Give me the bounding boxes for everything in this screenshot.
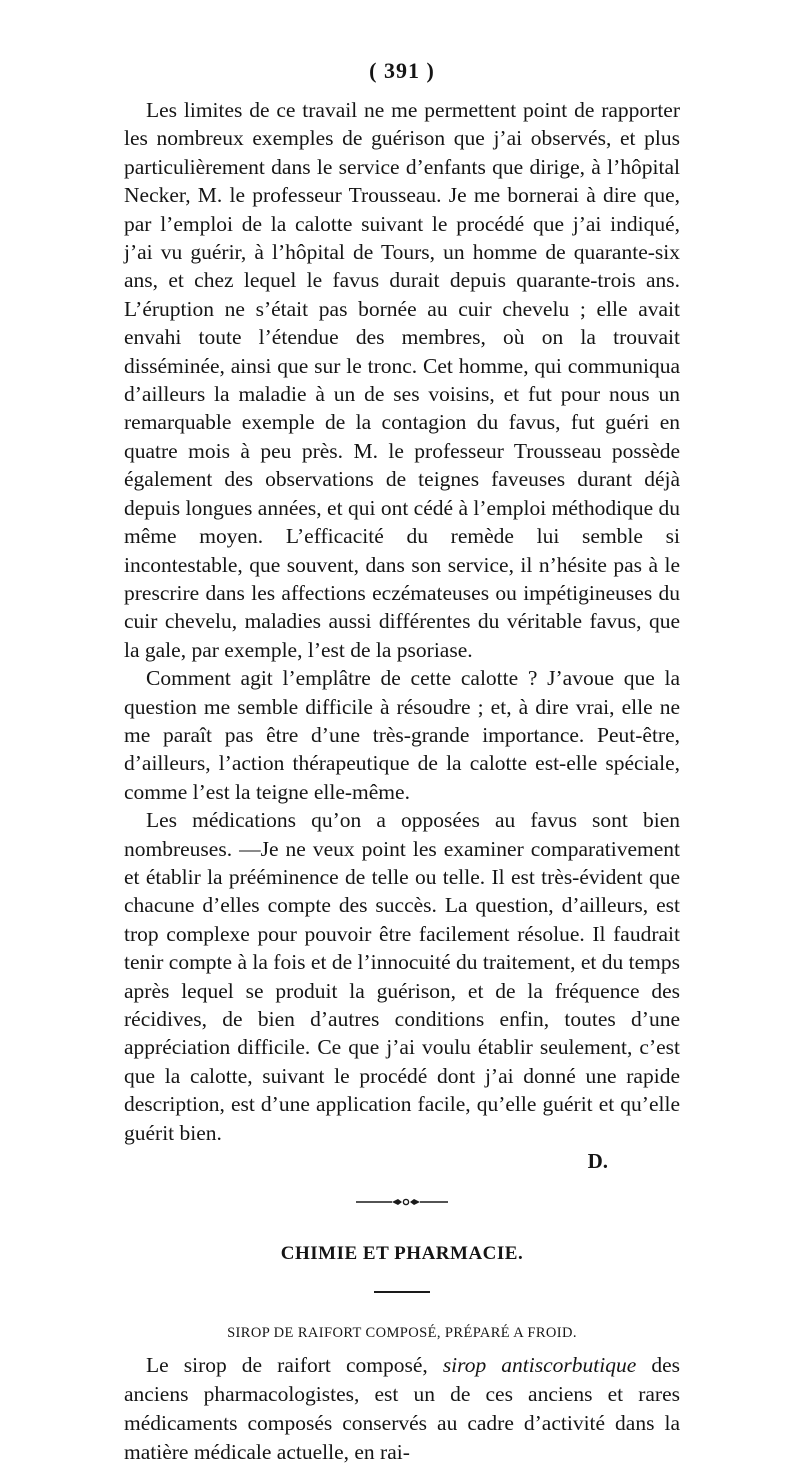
book-page bbox=[124, 56, 680, 1467]
ornament-divider-icon bbox=[352, 1197, 452, 1207]
page-number: ( 391 ) bbox=[369, 58, 435, 83]
section-title: CHIMIE ET PHARMACIE. bbox=[280, 1243, 524, 1265]
intro-italic-term: sirop antiscorbutique bbox=[442, 1353, 637, 1378]
paragraph-calotte-action: Comment agit l’emplâtre de cette calotte ? J’avoue que la question me semble difficile à résoudre ; et, à dire vrai, elle ne me paraît pas être d’une très-grande importance. Peut-être, d’ailleurs, l’action thérapeutique de la calotte est-elle spéciale, comme l’est la teigne elle-même. bbox=[124, 666, 680, 804]
section-rule bbox=[374, 1291, 430, 1293]
paragraph-sirop-intro bbox=[124, 1351, 680, 1467]
intro-text-end: des anciens pharmacologistes, est un de ces anciens et rares médicaments composés conservés au cadre d’activité dans la matière médicale actuelle, en rai- bbox=[124, 1353, 680, 1465]
paragraph-medications: Les médications qu’on a opposées au favus sont bien nombreuses. —Je ne veux point les examiner comparativement et établir la prééminence de telle ou telle. Il est très-évident que chacune d’elles compte des succès. La question, d’ailleurs, est trop complexe pour pouvoir être facilement résolue. Il faudrait tenir compte à la fois et de l’innocuité du traitement, et du temps après lequel se produit la guérison, et de la fréquence des récidives, de bien d’autres conditions enfin, toutes d’une appréciation difficile. Ce que j’ai voulu établir seulement, c’est que la calotte, suivant le procédé dont j’ai donné une rapide description, est d’une application facile, qu’elle guérit et qu’elle guérit bien. bbox=[124, 808, 680, 1145]
intro-text-start: Le sirop de raifort composé, bbox=[146, 1353, 443, 1378]
paragraph-favus-cases: Les limites de ce travail ne me permettent point de rapporter les nombreux exemples de guérison que j’ai observés, et plus particulièrement dans le service d’enfants que dirige, à l’hôpital Necker, M. le professeur Trousseau. Je me bornerai à dire que, par l’emploi de la calotte suivant le procédé que j’ai indiqué, j’ai vu guérir, à l’hôpital de Tours, un homme de quarante-six ans, et chez lequel le favus durait depuis quarante-trois ans. L’éruption ne s’était pas bornée au cuir chevelu ; elle avait envahi toute l’étendue des membres, où on la trouvait disséminée, ainsi que sur le tronc. Cet homme, qui communiqua d’ailleurs la maladie à un de ses voisins, et fut pour nous un remarquable exemple de la contagion du favus, fut guéri en quatre mois à peu près. M. le professeur Trousseau possède également des observations de teignes faveuses durant déjà depuis longues années, et qui ont cédé à l’emploi méthodique du même moyen. L’efficacité du remède lui semble si incontestable, que souvent, dans son service, il n’hésite pas à le prescrire dans les affections eczémateuses ou impétigineuses du cuir chevelu, maladies aussi différentes du véritable favus, que la gale, par exemple, l’est de la psoriase. bbox=[124, 98, 680, 662]
article-subtitle: SIROP DE RAIFORT COMPOSÉ, PRÉPARÉ A FROID. bbox=[227, 1325, 577, 1342]
author-signature: D. bbox=[587, 1149, 608, 1174]
